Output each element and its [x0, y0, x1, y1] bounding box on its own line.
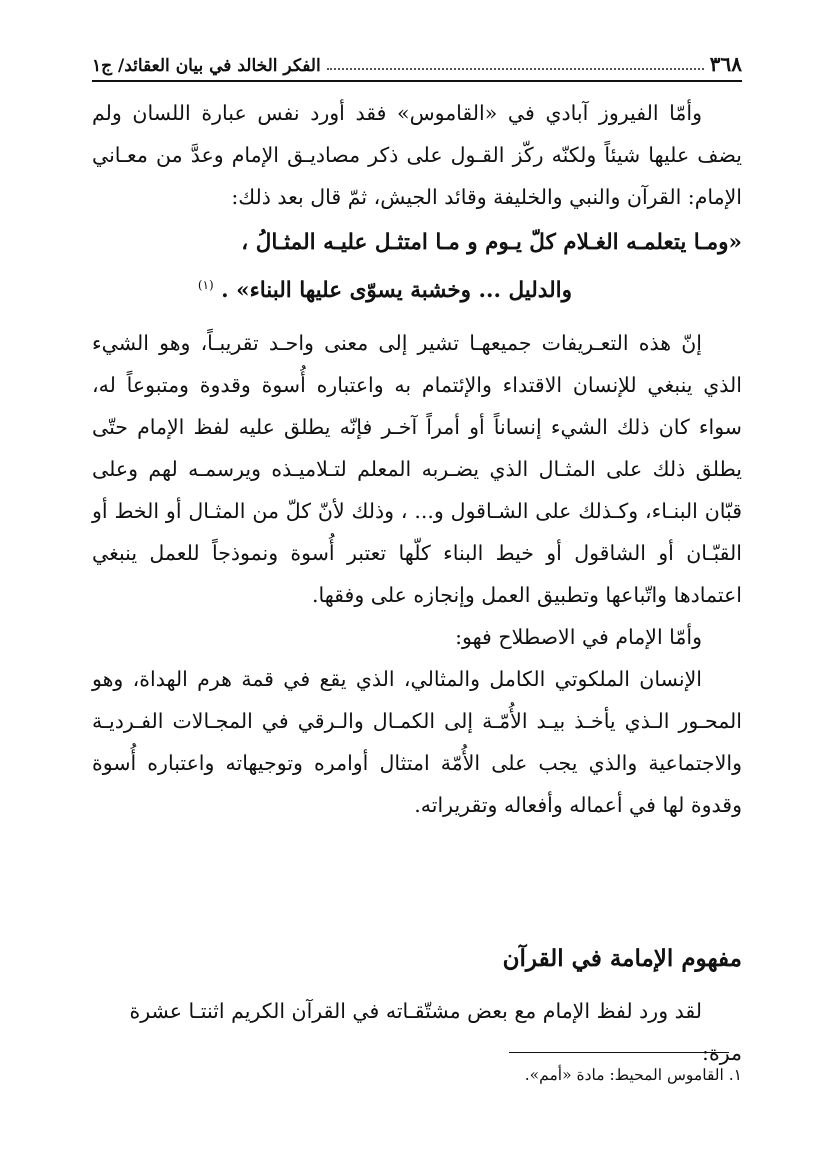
paragraph-firuzabadi: وأمّا الفيروز آبادي في «القاموس» فقد أورد نفس عبارة اللسان ولم يضف عليها شيئاً ولكنّه ركّز القـول على ذكر مصاديـق الإمام وعدَّ من معـاني الإمام: القرآن والنبي والخليفة وقائد الجيش، ثمّ قال بعد ذلك:	[92, 101, 742, 209]
section-heading: مفهوم الإمامة في القرآن	[502, 945, 742, 972]
running-header	[92, 40, 742, 82]
section-intro: لقد ورد لفظ الإمام مع بعض مشتّقـاته في القرآن الكريم اثنتـا عشرة مرة:	[129, 999, 742, 1065]
dotted-leader	[327, 67, 704, 70]
block-quote	[92, 222, 742, 312]
paragraph-definitions: إنّ هذه التعـريفات جميعهـا تشير إلى معنى واحـد تقريبـاً، وهو الشيء الذي ينبغي للإنسان الاقتداء والإئتمام به واعتباره أُسوة وقدوة ومتبوعاً له، سواء كان ذلك الشيء إنساناً أو أمراً آخـر فإنّه يطلق عليه لفظ الإمام حتّى يطلق ذلك على المثـال الذي يضـربه المعلم لتـلاميـذه ويرسمـه لهم وعلى قبّان البنـاء، وكـذلك على الشـاقول و... ، وذلك لأنّ كلّ من المثـال أو الخط أو القبّـان أو الشاقول أو خيط البناء كلّها تعتبر أُسوة ونموذجاً للعمل ينبغي اعتمادها واتّباعها وتطبيق العمل وإنجازه على وفقها.	[92, 331, 742, 608]
book-title: الفكر الخالد في بيان العقائد/ ج١	[92, 56, 321, 76]
paragraph-terminology-definition: الإنسان الملكوتي الكامل والمثالي، الذي يقع في قمة هرم الهداة، وهو المحـور الـذي يأخـذ بيـد الأُمّـة إلى الكمـال والـرقي في المجـالات الفـرديـة والاجتماعية والذي يجب على الأُمّة امتثال أوامره وتوجيهاته واعتباره أُسوة وقدوة لها في أعماله وأفعاله وتقريراته.	[92, 667, 742, 818]
page-number: ٣٦٨	[709, 52, 742, 76]
quote-line-2: والدليل ... وخشبة يسوّى عليها البناء» .	[221, 278, 572, 304]
quote-line-1: «ومـا يتعلمـه الغـلام كلّ يـوم و مـا امتثـل عليـه المثـالُ ،	[241, 230, 742, 255]
footnote-divider	[509, 1052, 729, 1053]
quote-line-2-wrap	[92, 264, 742, 312]
paragraph-terminology-intro: وأمّا الإمام في الاصطلاح فهو:	[455, 625, 702, 650]
footnote: ١. القاموس المحيط: مادة «أمم».	[524, 1066, 742, 1084]
footnote-ref: (١)	[197, 278, 214, 292]
main-text	[92, 92, 742, 826]
